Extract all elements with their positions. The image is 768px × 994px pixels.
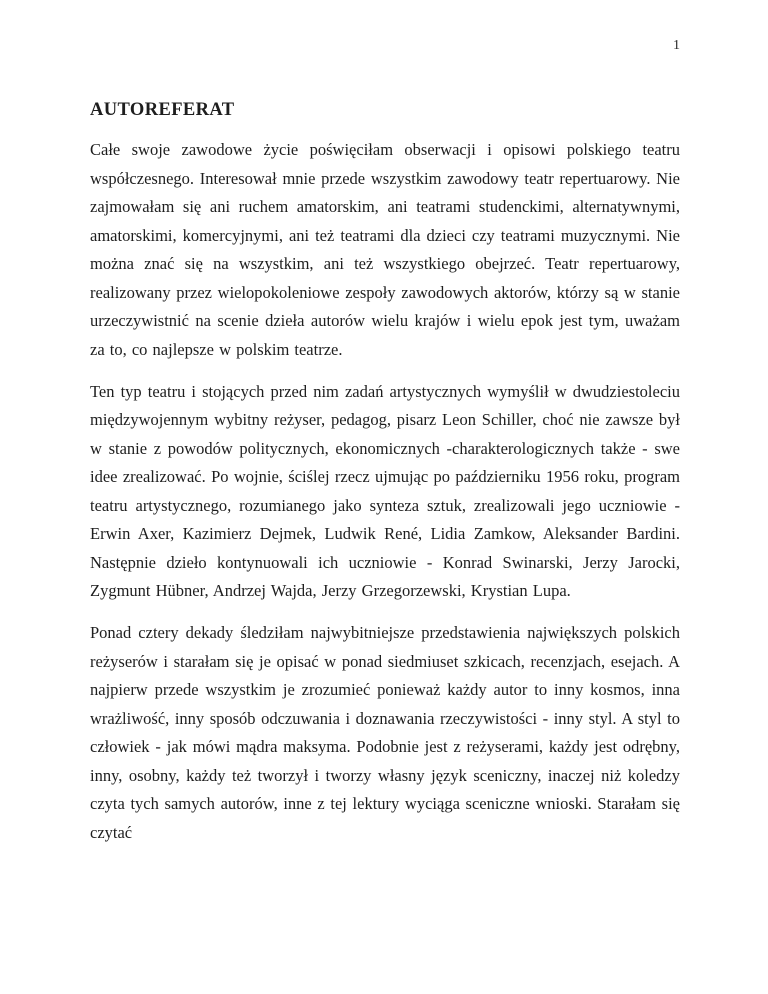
paragraph-1: Całe swoje zawodowe życie poświęciłam obserwacji i opisowi polskiego teatru współczesnego. Interesował mnie przede wszystkim zawodowy teatr repertuarowy. Nie zajmowałam się ani ruchem amatorskim, ani teatrami studenckimi, alternatywnymi, amatorskimi, komercyjnymi, ani też teatrami dla dzieci czy teatrami muzycznymi. Nie można znać się na wszystkim, ani też wszystkiego obejrzeć. Teatr repertuarowy, realizowany przez wielopokoleniowe zespoły zawodowych aktorów, którzy są w stanie urzeczywistnić na scenie dzieła autorów wielu krajów i wielu epok jest tym, uważam za to, co najlepsze w polskim teatrze. [90,140,680,359]
document-title: AUTOREFERAT [90,100,235,120]
paragraph-3: Ponad cztery dekady śledziłam najwybitniejsze przedstawienia największych polskich reżyserów i starałam się je opisać w ponad siedmiuset szkicach, recenzjach, esejach. A najpierw przede wszystkim je zrozumieć ponieważ każdy autor to inny kosmos, inna wrażliwość, inny sposób odczuwania i doznawania rzeczywistości - inny styl. A styl to człowiek - jak mówi mądra maksyma. Podobnie jest z reżyserami, każdy jest odrębny, inny, osobny, każdy też tworzył i tworzy własny język sceniczny, inaczej niż koledzy czyta tych samych autorów, inne z tej lektury wyciąga sceniczne wnioski. Starałam się czytać [90,623,680,842]
paragraph-2: Ten typ teatru i stojących przed nim zadań artystycznych wymyślił w dwudziestoleciu międzywojennym wybitny reżyser, pedagog, pisarz Leon Schiller, choć nie zawsze był w stanie z powodów politycznych, ekonomicznych -charakterologicznych także - swe idee zrealizować. Po wojnie, ściślej rzecz ujmując po październiku 1956 roku, program teatru artystycznego, rozumianego jako synteza sztuk, zrealizowali jego uczniowie - Erwin Axer, Kazimierz Dejmek, Ludwik René, Lidia Zamkow, Aleksander Bardini. Następnie dzieło kontynuowali ich uczniowie - Konrad Swinarski, Jerzy Jarocki, Zygmunt Hübner, Andrzej Wajda, Jerzy Grzegorzewski, Krystian Lupa. [90,381,680,600]
page-number: 1 [673,38,680,53]
